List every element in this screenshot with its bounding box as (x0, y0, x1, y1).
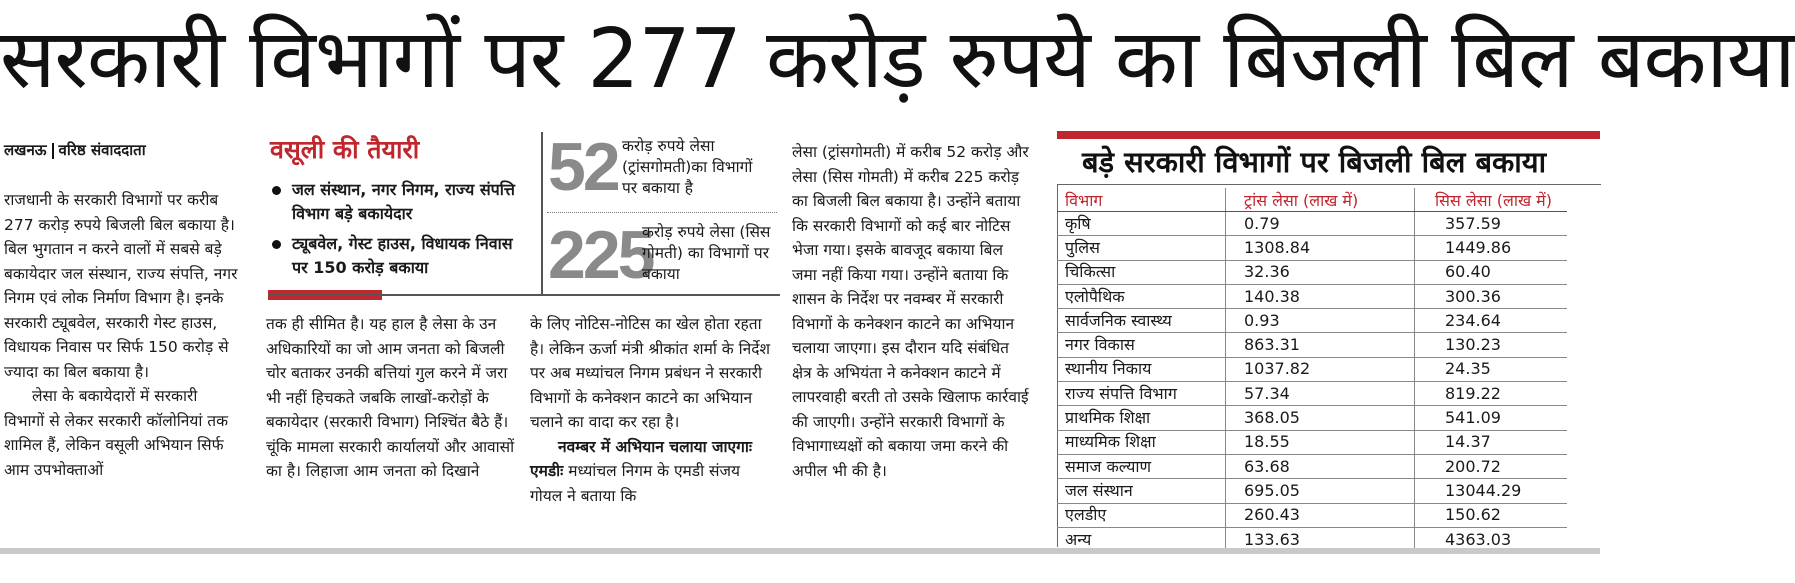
cis-lesa-cell: 13044.29 (1415, 479, 1568, 503)
table-accent-bar (1057, 131, 1600, 139)
column-header: सिस लेसा (लाख में) (1415, 188, 1568, 212)
department-cell: एलडीए (1057, 503, 1226, 527)
department-cell: कृषि (1057, 212, 1226, 236)
cis-lesa-cell: 234.64 (1415, 309, 1568, 333)
cis-lesa-cell: 24.35 (1415, 357, 1568, 381)
paragraph: राजधानी के सरकारी विभागों पर करीब 277 करोड़ रुपये बिजली बिल बकाया है। बिल भुगतान न करने वालों में सबसे बड़े बकायेदार जल संस्थान, राज्य संपत्ति, नगर निगम एवं लोक निर्माण विभाग है। इनके सरकारी ट्यूबवेल, सरकारी गेस्ट हाउस, विधायक निवास पर सिर्फ 150 करोड़ से ज्यादा का बिल बकाया है। (4, 191, 238, 381)
table-row (1057, 236, 1567, 260)
cis-lesa-cell: 130.23 (1415, 333, 1568, 357)
table-row (1057, 382, 1567, 406)
department-cell: एलोपैथिक (1057, 284, 1226, 308)
byline-place: लखनऊ (4, 141, 47, 159)
article-column-1 (4, 188, 240, 482)
department-cell: सार्वजनिक स्वास्थ्य (1057, 309, 1226, 333)
cis-lesa-cell: 541.09 (1415, 406, 1568, 430)
department-cell: अन्य (1057, 527, 1226, 551)
department-cell: स्थानीय निकाय (1057, 357, 1226, 381)
dotted-divider (547, 212, 777, 213)
byline-separator (52, 143, 54, 159)
table-row (1057, 260, 1567, 284)
table-row (1057, 479, 1567, 503)
fact-number-transgomti: 52 (548, 129, 618, 205)
department-cell: चिकित्सा (1057, 260, 1226, 284)
trans-lesa-cell: 368.05 (1226, 406, 1415, 430)
bullet-text: जल संस्थान, नगर निगम, राज्य संपत्ति विभाग बड़े बकायेदार (292, 180, 515, 223)
page-bottom-rule (0, 548, 1600, 554)
paragraph: तक ही सीमित है। यह हाल है लेसा के उन अधिकारियों का जो आम जनता को बिजली चोर बताकर उनकी बत्तियां गुल करने में जरा भी नहीं हिचकते जबकि लाखों-करोड़ों के बकायेदार (सरकारी विभाग) निश्चिंत बैठे हैं। चूंकि मामला सरकारी कार्यालयों और आवासों का है। लिहाजा आम जनता को दिखाने (266, 315, 515, 480)
bullet-item (270, 232, 518, 280)
subheading: नवम्बर में अभियान चलाया जाएगाः एमडीः (530, 437, 752, 480)
trans-lesa-cell: 863.31 (1226, 333, 1415, 357)
bullet-dot-icon (272, 186, 281, 195)
table-row (1057, 212, 1567, 236)
headline: सरकारी विभागों पर 277 करोड़ रुपये का बिजली बिल बकाया (0, 12, 1795, 107)
cis-lesa-cell: 150.62 (1415, 503, 1568, 527)
cis-lesa-cell: 14.37 (1415, 430, 1568, 454)
paragraph: लेसा के बकायेदारों में सरकारी विभागों से लेकर सरकारी कॉलोनियां तक शामिल हैं, लेकिन वसूली अभियान सिर्फ आम उपभोक्ताओं (4, 387, 229, 479)
department-cell: माध्यमिक शिक्षा (1057, 430, 1226, 454)
trans-lesa-cell: 1037.82 (1226, 357, 1415, 381)
paragraph: लेसा (ट्रांसगोमती) में करीब 52 करोड़ और लेसा (सिस गोमती) में करीब 225 करोड़ का बिजली बिल बकाया है। उन्होंने बताया कि सरकारी विभागों को कई बार नोटिस भेजा गया। इसके बावजूद बकाया बिल जमा नहीं किया गया। उन्होंने बताया कि शासन के निर्देश पर नवम्बर में सरकारी विभागों के कनेक्शन काटने का अभियान चलाया जाएगा। इस दौरान यदि संबंधित क्षेत्र के अभियंता ने कनेक्शन काटने में लापरवाही बरती तो उसके खिलाफ कार्रवाई की जाएगी। उन्होंने सरकारी विभागों के विभागाध्यक्षों को बकाया जमा करने की अपील भी की है। (792, 143, 1029, 480)
column-header: विभाग (1057, 188, 1226, 212)
trans-lesa-cell: 133.63 (1226, 527, 1415, 551)
vertical-divider (541, 132, 543, 296)
department-cell: पुलिस (1057, 236, 1226, 260)
trans-lesa-cell: 695.05 (1226, 479, 1415, 503)
department-cell: जल संस्थान (1057, 479, 1226, 503)
bullet-text: ट्यूबवेल, गेस्ट हाउस, विधायक निवास पर 150 करोड़ बकाया (292, 234, 513, 277)
table-row (1057, 309, 1567, 333)
trans-lesa-cell: 0.79 (1226, 212, 1415, 236)
paragraph-text: मध्यांचल निगम के एमडी संजय गोयल ने बताया कि (530, 462, 741, 505)
trans-lesa-cell: 32.36 (1226, 260, 1415, 284)
table-row (1057, 454, 1567, 478)
department-cell: नगर विकास (1057, 333, 1226, 357)
fact-caption-transgomti: करोड़ रुपये लेसा (ट्रांसगोमती)का विभागों पर बकाया है (622, 137, 753, 197)
fact-number-cisgomti: 225 (548, 217, 653, 293)
table-row (1057, 503, 1567, 527)
bullet-item (270, 178, 518, 226)
table-row (1057, 406, 1567, 430)
trans-lesa-cell: 0.93 (1226, 309, 1415, 333)
table-header-row (1057, 188, 1567, 212)
bullet-dot-icon (272, 240, 281, 249)
trans-lesa-cell: 1308.84 (1226, 236, 1415, 260)
cis-lesa-cell: 357.59 (1415, 212, 1568, 236)
vasooli-box-title: वसूली की तैयारी (270, 135, 420, 164)
byline (4, 140, 146, 160)
dues-table (1057, 188, 1567, 552)
trans-lesa-cell: 57.34 (1226, 382, 1415, 406)
table-body (1057, 212, 1567, 552)
table-row (1057, 333, 1567, 357)
article-column-3 (530, 312, 774, 508)
cis-lesa-cell: 300.36 (1415, 284, 1568, 308)
paragraph: के लिए नोटिस-नोटिस का खेल होता रहता है। लेकिन ऊर्जा मंत्री श्रीकांत शर्मा के निर्देश पर अब मध्यांचल निगम प्रबंधन ने सरकारी विभागों के कनेक्शन काटने का अभियान चलाने का वादा कर रहा है। (530, 315, 771, 431)
department-cell: प्राथमिक शिक्षा (1057, 406, 1226, 430)
section-divider (268, 294, 780, 296)
cis-lesa-cell: 60.40 (1415, 260, 1568, 284)
trans-lesa-cell: 63.68 (1226, 454, 1415, 478)
paragraph (530, 435, 774, 509)
table-row (1057, 430, 1567, 454)
table-row (1057, 284, 1567, 308)
table-row (1057, 357, 1567, 381)
trans-lesa-cell: 140.38 (1226, 284, 1415, 308)
table-title: बड़े सरकारी विभागों पर बिजली बिल बकाया (1082, 145, 1547, 179)
department-cell: समाज कल्याण (1057, 454, 1226, 478)
article-column-2 (266, 312, 516, 484)
trans-lesa-cell: 18.55 (1226, 430, 1415, 454)
article-column-4 (792, 140, 1032, 483)
trans-lesa-cell: 260.43 (1226, 503, 1415, 527)
byline-author: वरिष्ठ संवाददाता (58, 141, 146, 159)
cis-lesa-cell: 1449.86 (1415, 236, 1568, 260)
cis-lesa-cell: 200.72 (1415, 454, 1568, 478)
vasooli-bullet-list (270, 178, 518, 286)
fact-caption-cisgomti: करोड़ रुपये लेसा (सिस गोमती) का विभागों पर बकाया (642, 223, 771, 283)
column-header: ट्रांस लेसा (लाख में) (1226, 188, 1415, 212)
cis-lesa-cell: 819.22 (1415, 382, 1568, 406)
department-cell: राज्य संपत्ति विभाग (1057, 382, 1226, 406)
cis-lesa-cell: 4363.03 (1415, 527, 1568, 551)
